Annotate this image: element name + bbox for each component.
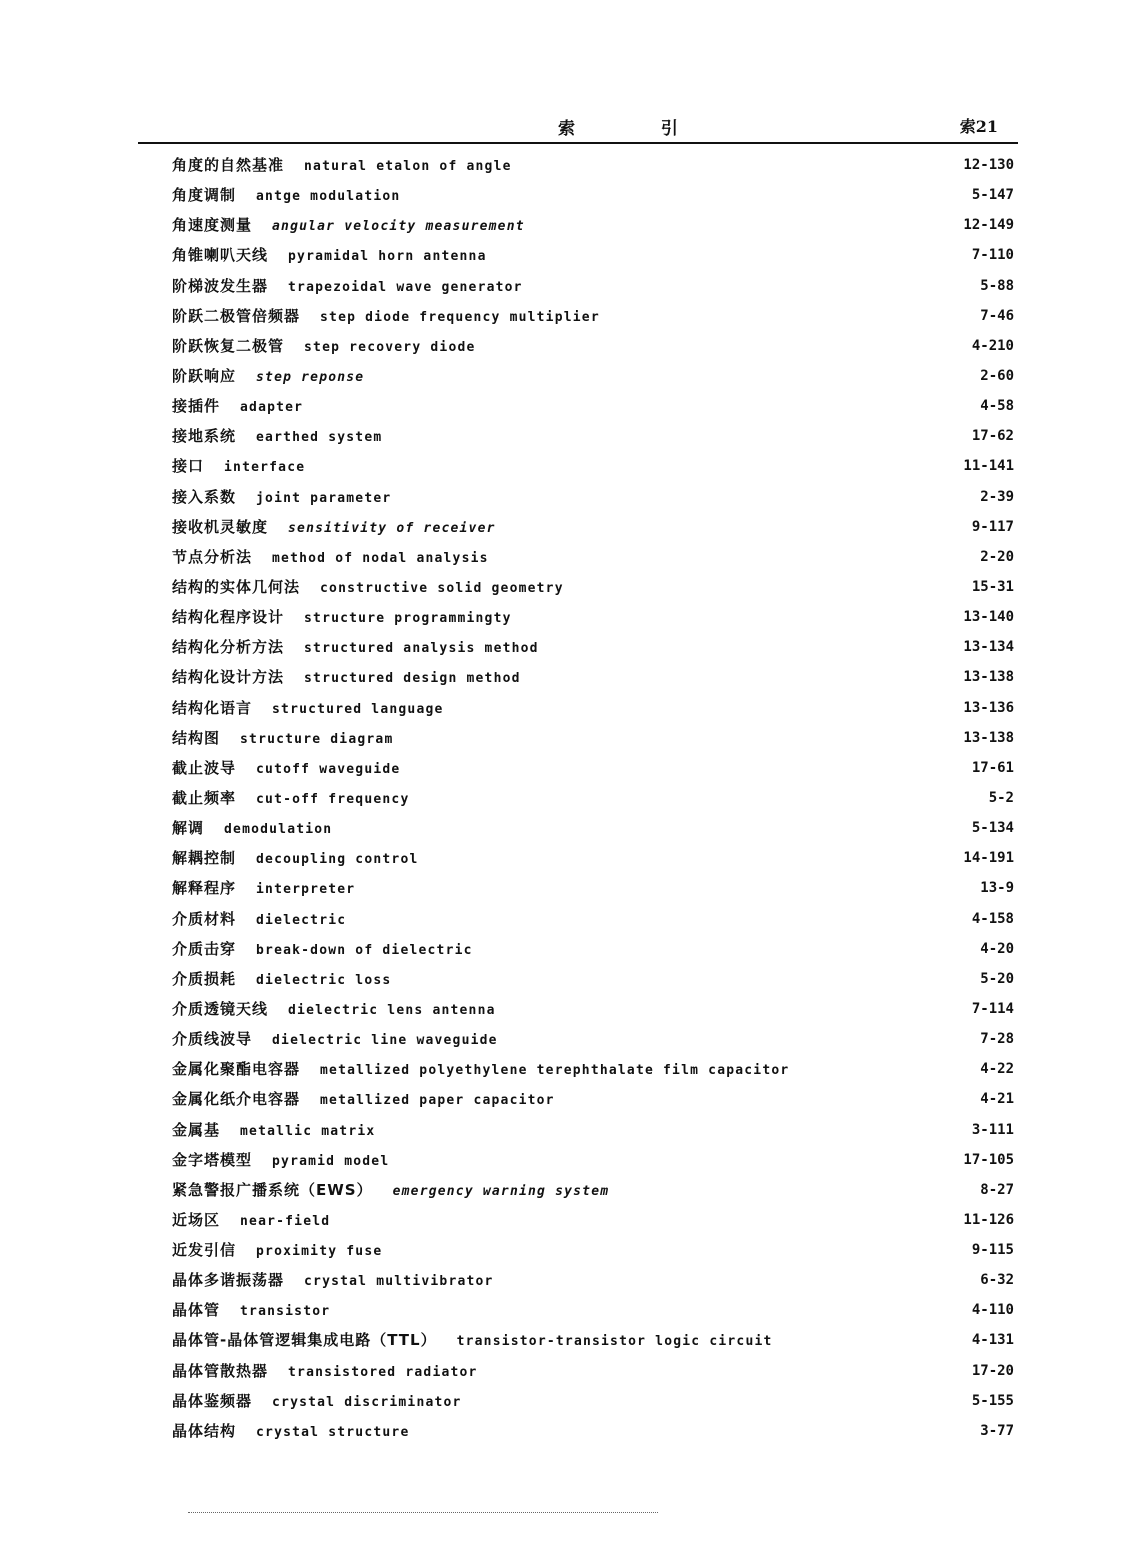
index-entry	[172, 964, 1020, 994]
entry-page-ref: 17-20	[971, 1362, 1014, 1379]
index-entry	[172, 512, 1020, 542]
entry-chinese-term: 近发引信	[172, 1241, 237, 1260]
entry-chinese-term: 介质材料	[172, 909, 237, 928]
index-entry	[172, 572, 1020, 602]
index-entry	[172, 210, 1020, 240]
entry-english-term: transistor	[240, 1304, 331, 1320]
index-entry	[172, 542, 1020, 572]
entry-english-term: dielectric lens antenna	[288, 1002, 496, 1018]
entry-chinese-term: 接口	[172, 457, 205, 476]
entry-english-term: cutoff waveguide	[256, 761, 401, 777]
entry-english-term: metallic matrix	[240, 1123, 376, 1139]
entry-page-ref: 3-111	[971, 1121, 1014, 1138]
entry-english-term: demodulation	[224, 822, 333, 838]
index-entry	[172, 1325, 1020, 1355]
entry-page-ref: 4-22	[980, 1061, 1014, 1078]
entry-page-ref: 11-141	[963, 458, 1014, 475]
entry-chinese-term: 结构的实体几何法	[172, 577, 301, 596]
entry-chinese-term: 角度的自然基准	[172, 156, 285, 174]
entry-english-term: structured language	[272, 701, 444, 717]
index-entry	[172, 1175, 1020, 1205]
entry-page-ref: 5-2	[988, 789, 1014, 806]
entry-chinese-term: 阶跃恢复二极管	[172, 336, 285, 355]
entry-page-ref: 13-136	[963, 699, 1014, 716]
entry-english-term: metallized paper capacitor	[320, 1093, 555, 1109]
entry-english-term: transistored radiator	[288, 1364, 478, 1380]
index-entry	[172, 843, 1020, 873]
entry-chinese-term: 晶体管	[172, 1301, 221, 1320]
index-entry	[172, 753, 1020, 783]
header-page-number: 索21	[959, 117, 998, 136]
entry-chinese-term: 解耦控制	[172, 849, 237, 868]
entry-page-ref: 4-210	[971, 337, 1014, 354]
entry-chinese-term: 截止波导	[172, 758, 237, 777]
entry-english-term: decoupling control	[256, 852, 419, 868]
entry-chinese-term: 结构化设计方法	[172, 668, 285, 687]
entry-page-ref: 3-77	[980, 1422, 1014, 1439]
entry-english-term: earthed system	[256, 430, 383, 446]
index-entry	[172, 1054, 1020, 1084]
index-entry	[172, 904, 1020, 934]
index-entry	[172, 1386, 1020, 1416]
header-title: 索 引	[558, 119, 718, 139]
entry-english-term: dielectric line waveguide	[272, 1033, 498, 1049]
index-entry	[172, 482, 1020, 512]
entry-page-ref: 11-126	[963, 1211, 1014, 1228]
entry-english-term: crystal structure	[256, 1424, 410, 1440]
entry-chinese-term: 角速度测量	[172, 216, 253, 235]
entry-page-ref: 12-130	[963, 157, 1014, 173]
index-entry	[172, 873, 1020, 903]
index-entry	[172, 1024, 1020, 1054]
entry-page-ref: 9-117	[971, 518, 1014, 535]
entry-english-term: dielectric	[256, 912, 347, 928]
entry-chinese-term: 近场区	[172, 1210, 221, 1229]
entry-page-ref: 13-138	[963, 669, 1014, 686]
entry-page-ref: 5-147	[971, 187, 1014, 204]
index-entry	[172, 632, 1020, 662]
entry-chinese-term: 晶体管-晶体管逻辑集成电路（TTL）	[172, 1331, 437, 1350]
index-entry	[172, 813, 1020, 843]
entry-page-ref: 2-39	[980, 488, 1014, 505]
index-entry	[172, 271, 1020, 301]
entry-chinese-term: 阶梯波发生器	[172, 276, 269, 295]
entry-chinese-term: 金字塔模型	[172, 1150, 253, 1169]
entry-english-term: step diode frequency multiplier	[320, 309, 600, 325]
entry-page-ref: 5-155	[971, 1392, 1014, 1409]
entry-page-ref: 12-149	[963, 217, 1014, 234]
index-entry	[172, 331, 1020, 361]
entry-english-term: constructive solid geometry	[320, 580, 564, 596]
entry-page-ref: 17-61	[971, 759, 1014, 776]
index-entry	[172, 180, 1020, 210]
entry-page-ref: 5-134	[971, 820, 1014, 837]
entry-english-term: method of nodal analysis	[272, 550, 489, 566]
index-entry	[172, 240, 1020, 270]
entry-page-ref: 5-88	[980, 277, 1014, 294]
index-entry	[172, 451, 1020, 481]
entry-english-term: sensitivity of receiver	[288, 520, 496, 536]
entry-chinese-term: 接地系统	[172, 427, 237, 446]
index-entry	[172, 361, 1020, 391]
entry-english-term: pyramidal horn antenna	[288, 249, 487, 265]
index-entry	[172, 723, 1020, 753]
entry-page-ref: 2-20	[980, 548, 1014, 565]
entry-page-ref: 4-158	[971, 910, 1014, 927]
entry-page-ref: 4-21	[980, 1091, 1014, 1108]
entry-english-term: step recovery diode	[304, 339, 476, 355]
entry-english-term: transistor-transistor logic circuit	[456, 1334, 773, 1350]
index-entries	[172, 150, 1020, 1446]
entry-chinese-term: 介质击穿	[172, 939, 237, 958]
index-entry	[172, 1235, 1020, 1265]
entry-chinese-term: 介质线波导	[172, 1030, 253, 1049]
entry-english-term: interpreter	[256, 882, 356, 898]
entry-page-ref: 17-62	[971, 428, 1014, 445]
entry-english-term: adapter	[240, 400, 304, 416]
entry-english-term: emergency warning system	[392, 1183, 610, 1199]
index-entry	[172, 1145, 1020, 1175]
index-entry	[172, 1115, 1020, 1145]
index-entry	[172, 150, 1020, 180]
entry-chinese-term: 介质透镜天线	[172, 999, 269, 1018]
entry-english-term: cut-off frequency	[256, 791, 410, 807]
entry-chinese-term: 接插件	[172, 397, 221, 416]
entry-page-ref: 9-115	[971, 1242, 1014, 1259]
entry-page-ref: 2-60	[980, 367, 1014, 384]
page-header	[138, 112, 1018, 144]
entry-chinese-term: 晶体管散热器	[172, 1361, 269, 1380]
entry-chinese-term: 金属化聚酯电容器	[172, 1060, 301, 1079]
entry-page-ref: 15-31	[971, 578, 1014, 595]
entry-chinese-term: 结构化分析方法	[172, 638, 285, 657]
index-entry	[172, 602, 1020, 632]
entry-english-term: structure programmingty	[304, 611, 512, 627]
entry-chinese-term: 结构化程序设计	[172, 608, 285, 627]
entry-chinese-term: 晶体鉴频器	[172, 1391, 253, 1410]
entry-english-term: metallized polyethylene terephthalate film capacitor	[320, 1063, 790, 1079]
entry-chinese-term: 晶体多谐振荡器	[172, 1271, 285, 1290]
entry-chinese-term: 金属基	[172, 1120, 221, 1139]
entry-english-term: natural etalon of angle	[304, 159, 512, 174]
entry-chinese-term: 节点分析法	[172, 547, 253, 566]
index-entry	[172, 662, 1020, 692]
entry-english-term: joint parameter	[256, 490, 392, 506]
entry-english-term: crystal multivibrator	[304, 1274, 494, 1290]
entry-page-ref: 4-58	[980, 398, 1014, 415]
entry-english-term: trapezoidal wave generator	[288, 279, 523, 295]
index-entry	[172, 1356, 1020, 1386]
entry-page-ref: 7-46	[980, 307, 1014, 324]
entry-english-term: structured design method	[304, 671, 521, 687]
index-entry	[172, 1265, 1020, 1295]
entry-chinese-term: 介质损耗	[172, 969, 237, 988]
entry-chinese-term: 解调	[172, 819, 205, 838]
entry-english-term: structured analysis method	[304, 641, 539, 657]
footer-rule	[188, 1512, 658, 1513]
entry-chinese-term: 结构图	[172, 728, 221, 747]
entry-chinese-term: 阶跃二极管倍频器	[172, 306, 301, 325]
entry-chinese-term: 紧急警报广播系统（EWS）	[172, 1180, 373, 1199]
entry-page-ref: 6-32	[980, 1272, 1014, 1289]
entry-english-term: structure diagram	[240, 731, 394, 747]
index-entry	[172, 783, 1020, 813]
entry-page-ref: 13-140	[963, 609, 1014, 626]
entry-page-ref: 4-131	[971, 1332, 1014, 1349]
entry-english-term: step reponse	[256, 369, 365, 385]
entry-chinese-term: 晶体结构	[172, 1421, 237, 1440]
entry-chinese-term: 截止频率	[172, 788, 237, 807]
entry-chinese-term: 接收机灵敏度	[172, 517, 269, 536]
index-entry	[172, 391, 1020, 421]
entry-page-ref: 5-20	[980, 970, 1014, 987]
index-entry	[172, 1416, 1020, 1446]
entry-page-ref: 14-191	[963, 850, 1014, 867]
entry-chinese-term: 阶跃响应	[172, 366, 237, 385]
entry-english-term: angular velocity measurement	[272, 219, 525, 235]
entry-page-ref: 17-105	[963, 1151, 1014, 1168]
entry-english-term: proximity fuse	[256, 1244, 383, 1260]
entry-chinese-term: 解释程序	[172, 879, 237, 898]
entry-english-term: antge modulation	[256, 189, 401, 205]
index-entry	[172, 693, 1020, 723]
entry-english-term: interface	[224, 460, 306, 476]
entry-english-term: dielectric loss	[256, 972, 392, 988]
entry-page-ref: 13-134	[963, 639, 1014, 656]
entry-chinese-term: 接入系数	[172, 487, 237, 506]
entry-chinese-term: 角锥喇叭天线	[172, 246, 269, 265]
entry-chinese-term: 金属化纸介电容器	[172, 1090, 301, 1109]
entry-page-ref: 13-138	[963, 729, 1014, 746]
entry-page-ref: 4-110	[971, 1302, 1014, 1319]
entry-english-term: break-down of dielectric	[256, 942, 473, 958]
entry-page-ref: 4-20	[980, 940, 1014, 957]
index-entry	[172, 994, 1020, 1024]
entry-page-ref: 7-114	[971, 1000, 1014, 1017]
entry-chinese-term: 结构化语言	[172, 698, 253, 717]
entry-page-ref: 7-28	[980, 1031, 1014, 1048]
index-entry	[172, 301, 1020, 331]
index-entry	[172, 934, 1020, 964]
index-entry	[172, 1205, 1020, 1235]
entry-english-term: crystal discriminator	[272, 1394, 462, 1410]
entry-english-term: near-field	[240, 1213, 331, 1229]
index-entry	[172, 1295, 1020, 1325]
entry-page-ref: 8-27	[980, 1181, 1014, 1198]
index-entry	[172, 421, 1020, 451]
entry-page-ref: 13-9	[980, 880, 1014, 897]
entry-english-term: pyramid model	[272, 1153, 390, 1169]
entry-page-ref: 7-110	[971, 247, 1014, 264]
entry-chinese-term: 角度调制	[172, 186, 237, 205]
index-entry	[172, 1084, 1020, 1114]
